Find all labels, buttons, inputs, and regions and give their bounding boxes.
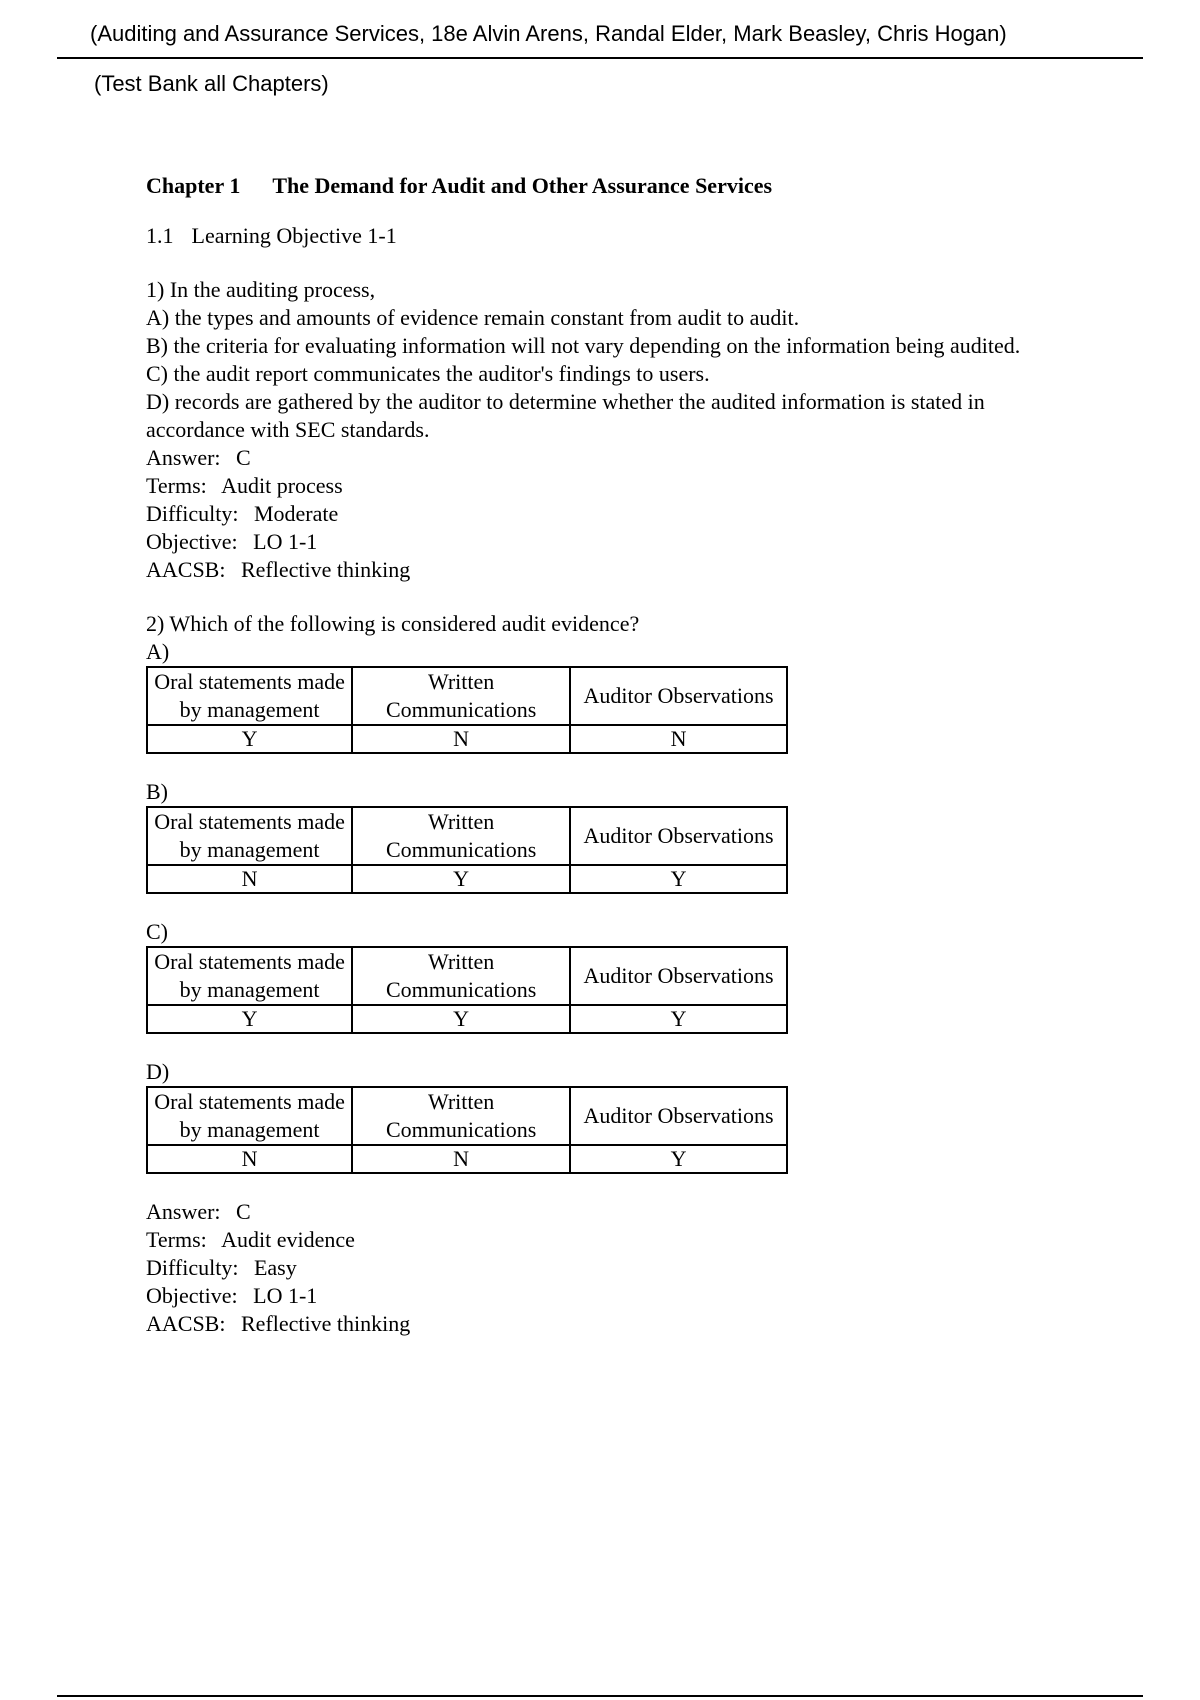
column-header-oral: Oral statements made by management (147, 667, 352, 725)
column-header-written: Written Communications (352, 947, 570, 1005)
question-1-option-a: A) the types and amounts of evidence remain constant from audit to audit. (146, 305, 800, 330)
column-header-observations: Auditor Observations (570, 667, 787, 725)
question-1 (146, 276, 1086, 584)
question-2-difficulty: Difficulty: Easy (146, 1255, 297, 1280)
question-2-option-c-letter: C) (146, 919, 168, 944)
column-header-oral: Oral statements made by management (147, 947, 352, 1005)
table-cell: N (352, 1145, 570, 1173)
page-content (146, 172, 1086, 1338)
column-header-oral: Oral statements made by management (147, 1087, 352, 1145)
column-header-written: Written Communications (352, 807, 570, 865)
question-1-difficulty: Difficulty: Moderate (146, 501, 339, 526)
table-cell: Y (352, 865, 570, 893)
question-2-option-a-table (146, 666, 788, 754)
table-cell: Y (352, 1005, 570, 1033)
question-2-terms: Terms: Audit evidence (146, 1227, 355, 1252)
chapter-heading (146, 172, 1086, 202)
question-2-option-b-table (146, 806, 788, 894)
question-2-option-a-letter: A) (146, 639, 170, 664)
column-header-written: Written Communications (352, 1087, 570, 1145)
chapter-title: The Demand for Audit and Other Assurance Services (272, 173, 773, 198)
question-2-answer: Answer: C (146, 1199, 251, 1224)
column-header-observations: Auditor Observations (570, 1087, 787, 1145)
question-1-objective: Objective: LO 1-1 (146, 529, 318, 554)
table-cell: Y (147, 725, 352, 753)
section-number: 1.1 (146, 223, 174, 248)
question-2-stem: 2) Which of the following is considered audit evidence? (146, 611, 640, 636)
table-cell: N (352, 725, 570, 753)
column-header-oral: Oral statements made by management (147, 807, 352, 865)
table-cell: Y (570, 865, 787, 893)
question-1-option-d: D) records are gathered by the auditor to determine whether the audited information is stated in accordance with SEC standards. (146, 389, 985, 442)
section-heading (146, 222, 1086, 250)
question-2-objective: Objective: LO 1-1 (146, 1283, 318, 1308)
question-1-option-b: B) the criteria for evaluating information will not vary depending on the information being audited. (146, 333, 1021, 358)
footer-rule (57, 1695, 1143, 1697)
column-header-observations: Auditor Observations (570, 947, 787, 1005)
section-title: Learning Objective 1-1 (191, 223, 397, 248)
chapter-label: Chapter 1 (146, 173, 241, 198)
question-1-aacsb: AACSB: Reflective thinking (146, 557, 411, 582)
question-1-answer: Answer: C (146, 445, 251, 470)
table-cell: Y (570, 1145, 787, 1173)
header-rule (57, 57, 1143, 59)
table-cell: N (147, 865, 352, 893)
table-cell: N (147, 1145, 352, 1173)
question-2 (146, 610, 1086, 1338)
question-2-option-c-table (146, 946, 788, 1034)
question-2-option-b-letter: B) (146, 779, 168, 804)
table-cell: Y (147, 1005, 352, 1033)
question-1-option-c: C) the audit report communicates the auditor's findings to users. (146, 361, 710, 386)
column-header-observations: Auditor Observations (570, 807, 787, 865)
book-header: (Auditing and Assurance Services, 18e Alvin Arens, Randal Elder, Mark Beasley, Chris Hogan) (90, 21, 1007, 46)
question-1-stem: 1) In the auditing process, (146, 277, 376, 302)
question-2-option-d-table (146, 1086, 788, 1174)
question-2-aacsb: AACSB: Reflective thinking (146, 1311, 411, 1336)
column-header-written: Written Communications (352, 667, 570, 725)
question-1-terms: Terms: Audit process (146, 473, 343, 498)
table-cell: N (570, 725, 787, 753)
test-bank-subtitle: (Test Bank all Chapters) (94, 71, 329, 96)
question-2-option-d-letter: D) (146, 1059, 170, 1084)
table-cell: Y (570, 1005, 787, 1033)
